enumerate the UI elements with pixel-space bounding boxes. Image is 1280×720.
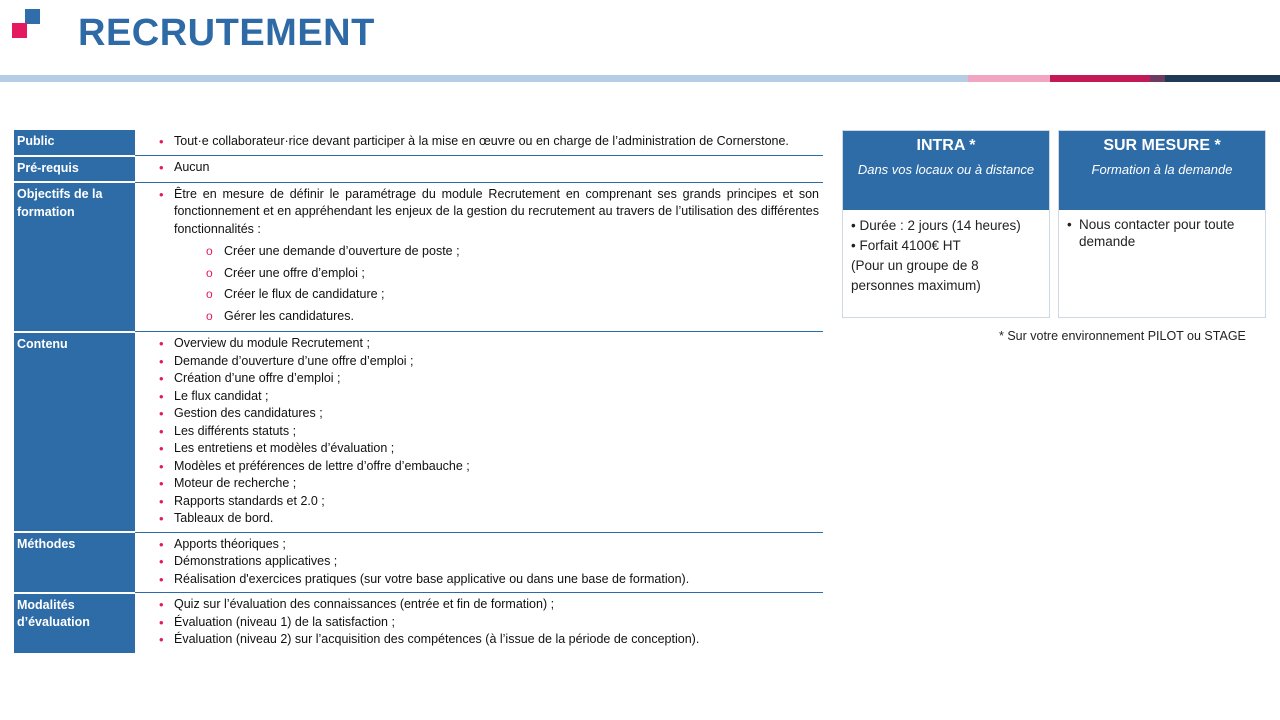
list-item: • Demande d’ouverture d’une offre d’emploi ; xyxy=(159,353,819,371)
sur-mesure-contact xyxy=(1067,216,1257,250)
company-logo xyxy=(0,0,50,50)
row-public xyxy=(14,130,823,156)
list-item: • Quiz sur l’évaluation des connaissances (entrée et fin de formation) ; xyxy=(159,596,819,614)
intra-offer-box xyxy=(842,130,1050,318)
sur-mesure-box-body xyxy=(1059,210,1265,317)
list-item: • Tableaux de bord. xyxy=(159,510,819,528)
row-label-prerequis: Pré-requis xyxy=(14,156,135,183)
sub-list-item: o Créer une demande d’ouverture de poste ; xyxy=(159,241,819,263)
list-item: • Aucun xyxy=(159,159,819,177)
list-item: • Les entretiens et modèles d’évaluation ; xyxy=(159,440,819,458)
list-item: • Overview du module Recrutement ; xyxy=(159,335,819,353)
sur-mesure-title: SUR MESURE * xyxy=(1103,137,1221,154)
row-content-contenu xyxy=(135,332,823,533)
row-content-public xyxy=(135,130,823,156)
sub-list-item: o Créer une offre d’emploi ; xyxy=(159,263,819,285)
logo-blue-square xyxy=(25,9,40,24)
list-item: • Gestion des candidatures ; xyxy=(159,405,819,423)
list-item: • Rapports standards et 2.0 ; xyxy=(159,493,819,511)
row-content-prerequis xyxy=(135,156,823,183)
row-modalites xyxy=(14,593,823,653)
row-content-modalites xyxy=(135,593,823,653)
intra-group-size: (Pour un groupe de 8 personnes maximum) xyxy=(851,258,981,293)
intra-subtitle: Dans vos locaux ou à distance xyxy=(857,162,1035,177)
row-content-methodes xyxy=(135,532,823,593)
row-label-methodes: Méthodes xyxy=(14,532,135,593)
sur-mesure-subtitle: Formation à la demande xyxy=(1091,162,1233,177)
sur-mesure-contact-text: Nous contacter pour toute demande xyxy=(1079,217,1235,249)
row-prerequis xyxy=(14,156,823,183)
list-item: • Tout·e collaborateur·rice devant participer à la mise en œuvre ou en charge de l’administration de Cornerstone. xyxy=(159,133,819,151)
row-label-objectifs: Objectifs de la formation xyxy=(14,182,135,332)
row-label-modalites: Modalités d’évaluation xyxy=(14,593,135,653)
page-title: RECRUTEMENT xyxy=(78,12,375,54)
list-item: • Le flux candidat ; xyxy=(159,388,819,406)
row-objectifs xyxy=(14,182,823,332)
list-item: • Réalisation d'exercices pratiques (sur votre base applicative ou dans une base de formation). xyxy=(159,571,819,589)
list-item: • Évaluation (niveau 1) de la satisfaction ; xyxy=(159,614,819,632)
row-content-objectifs xyxy=(135,182,823,332)
intra-price: • Forfait 4100€ HT xyxy=(851,238,961,253)
list-item: • Évaluation (niveau 2) sur l’acquisition des compétences (à l’issue de la période de conception). xyxy=(159,631,819,649)
list-item: • Création d’une offre d’emploi ; xyxy=(159,370,819,388)
environment-note: * Sur votre environnement PILOT ou STAGE xyxy=(999,329,1246,343)
sub-list-item: o Créer le flux de candidature ; xyxy=(159,284,819,306)
row-label-public: Public xyxy=(14,130,135,156)
bullet-glyph: • xyxy=(1067,217,1072,232)
intra-title: INTRA * xyxy=(916,137,976,154)
list-item: • Démonstrations applicatives ; xyxy=(159,553,819,571)
logo-pink-square xyxy=(12,23,27,38)
intra-box-header xyxy=(843,131,1049,210)
sur-mesure-box-header xyxy=(1059,131,1265,210)
row-contenu xyxy=(14,332,823,533)
list-item: • Les différents statuts ; xyxy=(159,423,819,441)
list-item: • Modèles et préférences de lettre d’offre d’embauche ; xyxy=(159,458,819,476)
list-item: • Moteur de recherche ; xyxy=(159,475,819,493)
list-item: • Être en mesure de définir le paramétrage du module Recrutement en comprenant ses grands principes et son fonctionnement et en appréhendant les enjeux de la gestion du recrutement au travers de l’utilisation des différentes fonctionnalités : xyxy=(159,186,819,239)
sur-mesure-offer-box xyxy=(1058,130,1266,318)
row-label-contenu: Contenu xyxy=(14,332,135,533)
header-stripe xyxy=(0,75,1280,82)
program-table xyxy=(14,130,823,653)
sub-list-item: o Gérer les candidatures. xyxy=(159,306,819,328)
intra-duration: • Durée : 2 jours (14 heures) xyxy=(851,218,1021,233)
row-methodes xyxy=(14,532,823,593)
list-item: • Apports théoriques ; xyxy=(159,536,819,554)
intra-box-body xyxy=(843,210,1049,317)
